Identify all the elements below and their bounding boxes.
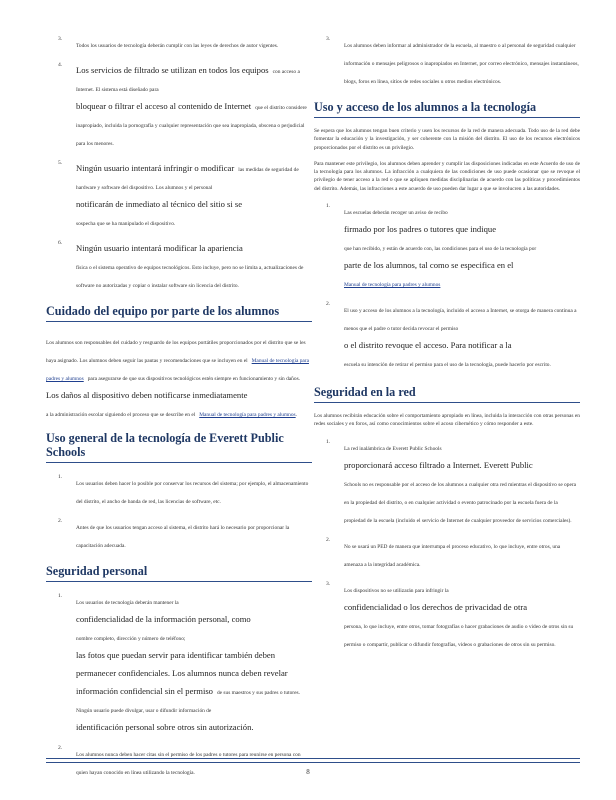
item-text: No se usará un PED de manera que interrumpa el proceso educativo, lo que incluye, entre otros, una amenaza a la integridad académica. (344, 543, 561, 568)
item-text: Las escuelas deberán recoger un aviso de recibo (344, 210, 448, 217)
list-number: 1. (326, 203, 331, 210)
item-text: Los dispositivos no se utilizarán para infringir la (344, 587, 449, 594)
paragraph-text: . (295, 412, 298, 418)
list-item (314, 535, 580, 571)
item-text: bloquear o filtrar el acceso al contenido de Internet (76, 101, 252, 111)
list-number: 1. (326, 438, 331, 445)
list-item (46, 472, 312, 508)
page-number: 8 (306, 768, 310, 776)
list-number: 2. (326, 301, 331, 308)
list-number: 2. (58, 518, 63, 524)
list-item (314, 299, 580, 371)
paragraph-text: para asegurarse de que sus dispositivos tecnológicos estén siempre en funcionamiento y sin daños. (87, 376, 301, 382)
paragraph-text: a la administración escolar siguiendo el proceso que se describe en el (46, 412, 196, 418)
item-text: Ningún usuario intentará infringir o modificar (76, 163, 235, 173)
manual-link[interactable]: Manual de tecnología para padres y alumnos (344, 282, 441, 289)
list-item (314, 34, 580, 88)
section-heading-equipment-care: Cuidado del equipo por parte de los alumnos (46, 304, 312, 322)
item-text: confidencialidad de la información personal, como (76, 614, 251, 624)
item-text: de sus maestros y sus padres o tutores. Ningún usuario puede divulgar, usar o difundir información de (76, 690, 300, 714)
section-heading-personal-safety: Seguridad personal (46, 564, 312, 582)
paragraph: Para mantener este privilegio, los alumnos deben aprender y cumplir las disposiciones indicadas en este Acuerdo de uso de la tecnología para los alumnos. La infracción a cualquiera de las condiciones de uso puede ocasionar que se revoque el privilegio de tener acceso a la red o que se apliquen medidas disciplinarias de acuerdo con las políticas y procedimientos del distrito. Además, las infracciones a este acuerdo de uso pueden dar lugar a que se involucren a las autoridades. (314, 160, 580, 192)
item-text: identificación personal sobre otros sin autorización. (76, 722, 254, 732)
item-text: Los alumnos nunca deben hacer citas sin el permiso de los padres o tutores para reunirse en persona con quien hayan conocido en línea utilizando la tecnología. (76, 752, 301, 776)
list-number: 3. (58, 36, 63, 42)
item-text: proporcionará acceso filtrado a Internet. Everett Public (344, 459, 533, 470)
item-text: Los servicios de filtrado se utilizan en todos los equipos (76, 65, 269, 75)
section-heading-general-use: Uso general de la tecnología de Everett Public Schools (46, 431, 312, 463)
list-item (46, 591, 312, 735)
item-text: física o el sistema operativo de equipos tecnológicos. Esto incluye, pero no se limita a, actualizaciones de software no autorizadas y copiar o instalar software sin licencia del distrito. (76, 265, 304, 289)
item-text: con acceso a Internet. El sistema está diseñado para (76, 69, 300, 93)
list-item (46, 516, 312, 552)
item-text: Ningún usuario intentará modificar la apariencia (76, 243, 243, 253)
left-column (46, 34, 312, 787)
item-text: que han recibido, y están de acuerdo con, las condiciones para el uso de la tecnología por (344, 246, 537, 253)
item-text: sospecha que se ha manipulado el dispositivo. (76, 221, 176, 227)
list-item (46, 60, 312, 150)
item-text: Schools no es responsable por el acceso de los alumnos a cualquier otra red mientras el dispositivo se opera en la propiedad del distrito, o en cualquier actividad o evento patrocinado por la escuela fuera de la propiedad de la escuela (incluido el servicio de Internet de cualquier proveedor de servicios comerciales). (344, 481, 577, 524)
list-number: 2. (58, 745, 63, 751)
item-text: El uso y acceso de los alumnos a la tecnología, incluido el acceso a Internet, se otorga de manera continua a menos que el padre o tutor decida revocar el permiso (344, 308, 577, 333)
item-text: Los usuarios de tecnología deberán mantener la (76, 600, 179, 606)
manual-link[interactable]: Manual de tecnología para padres y alumnos (46, 358, 309, 382)
paragraph (46, 331, 312, 421)
paragraph-text: Los daños al dispositivo deben notificarse inmediatamente (46, 390, 248, 400)
item-text: que el distrito considere inapropiado, incluida la pornografía y cualquier representación que sea inapropiada, obscena o perjudicial para los menores. (76, 105, 307, 147)
section-heading-network-safety: Seguridad en la red (314, 385, 580, 403)
item-text: persona, lo que incluye, entre otros, tomar fotografías o hacer grabaciones de audio o video de otros sin su permiso o compartir, publicar o difundir fotografías, videos o grabaciones de otros sin su permiso. (344, 623, 574, 648)
list-number: 5. (58, 160, 63, 166)
item-text: La red inalámbrica de Everett Public Schools (344, 445, 442, 452)
list-item (314, 437, 580, 527)
list-number: 3. (326, 580, 331, 587)
item-text: notificarán de inmediato al técnico del sitio si se (76, 199, 243, 209)
item-text: las fotos que puedan servir para identificar también deben permanecer confidenciales. Los alumnos nunca deben revelar información confidencial sin el permiso (76, 650, 288, 696)
item-text: nombre completo, dirección y número de teléfono; (76, 636, 186, 642)
item-text: Los usuarios deben hacer lo posible por conservar los recursos del sistema; por ejemplo, el almacenamiento del distrito, el ancho de banda de red, las licencias de software, etc. (76, 481, 309, 505)
list-item (46, 34, 312, 52)
manual-link[interactable]: Manual de tecnología para padres y alumnos (199, 412, 296, 418)
paragraph: Los alumnos recibirán educación sobre el comportamiento apropiado en línea, incluida la interacción con otras personas en redes sociales y en foros, así como conocimientos sobre el acoso cibernético y cómo responder a este. (314, 413, 580, 428)
paragraph-text: Los alumnos son responsables del cuidado y resguardo de los equipos portátiles proporcionados por el distrito que se les haya asignado. Los alumnos deben seguir las pautas y recomendaciones que se incluyen en el (46, 340, 306, 364)
list-number: 1. (58, 593, 63, 599)
list-number: 3. (326, 36, 331, 42)
item-text: las medidas de seguridad de hardware y software del dispositivo. Los alumnos y el personal (76, 167, 299, 191)
list-item (46, 238, 312, 292)
list-number: 4. (58, 62, 63, 68)
list-item (314, 579, 580, 651)
section-heading-student-access: Uso y acceso de los alumnos a la tecnología (314, 100, 580, 118)
list-number: 1. (58, 474, 63, 480)
item-text: Todos los usuarios de tecnología deberán cumplir con las leyes de derechos de autor vigentes. (76, 43, 279, 49)
item-text: o el distrito revoque el acceso. Para notificar a la (344, 340, 512, 351)
right-column (314, 34, 580, 659)
list-number: 6. (58, 240, 63, 246)
footer-rule (46, 758, 580, 759)
paragraph: Se espera que los alumnos tengan buen criterio y usen los recursos de la red de manera adecuada. Todo uso de la red debe fomentar la educación y la investigación, y ser coherente con la misión del distrito. El uso de los recursos electrónicos proporcionados por el distrito es un privilegio. (314, 128, 580, 151)
list-item (46, 158, 312, 230)
item-text: confidencialidad o los derechos de privacidad de otra (344, 601, 528, 612)
item-text: firmado por los padres o tutores que indique (344, 224, 497, 235)
footer-rule (46, 762, 580, 763)
list-number: 2. (326, 536, 331, 543)
list-item (314, 201, 580, 291)
item-text: parte de los alumnos, tal como se especifica en el (344, 260, 514, 271)
item-text: Antes de que los usuarios tengan acceso al sistema, el distrito hará lo necesario por proporcionar la capacitación adecuada. (76, 525, 290, 549)
item-text: escuela su intención de retirar el permiso para el uso de la tecnología, puede hacerlo por escrito. (344, 362, 551, 369)
item-text: Los alumnos deben informar al administrador de la escuela, al maestro o al personal de seguridad cualquier información o mensajes peligrosos o inapropiados en Internet, por correo electrónico, mensajes instantáneos, blogs, foros en línea, sitios de redes sociales u otros medios electrónicos. (344, 43, 579, 85)
